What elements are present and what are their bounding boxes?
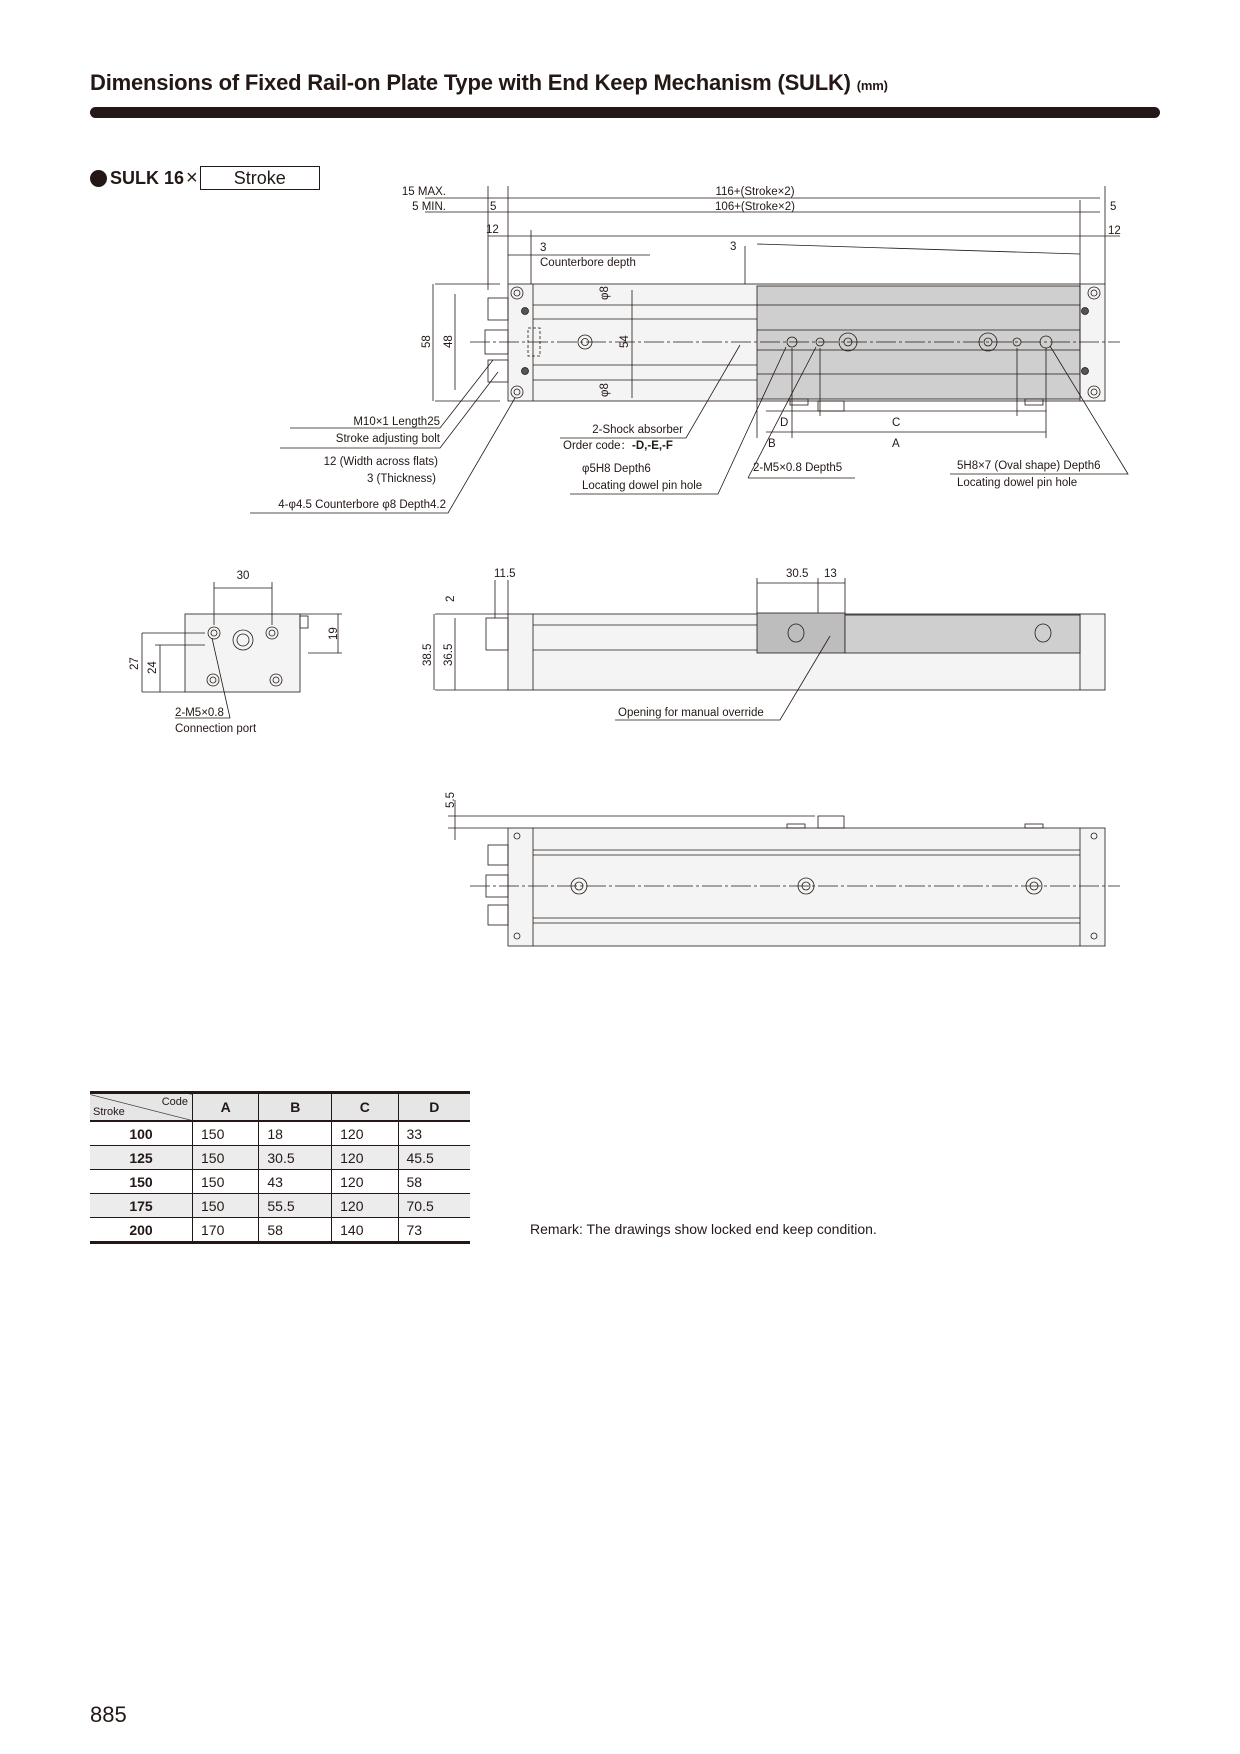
cell-b: 55.5 [259, 1194, 332, 1218]
flats-callout-2: 3 (Thickness) [366, 473, 436, 485]
dim-116-stroke: 116+(Stroke×2) [715, 186, 795, 198]
cell-c: 120 [332, 1194, 398, 1218]
end-dim-19: 19 [328, 627, 340, 640]
dimension-table [90, 1091, 470, 1244]
side-dim-38-5: 38.5 [422, 643, 434, 666]
order-code-prefix: Order code： [563, 440, 633, 452]
dim-3-left: 3 [540, 242, 547, 254]
title-text: Dimensions of Fixed Rail-on Plate Type with End Keep Mechanism (SULK) [90, 70, 851, 95]
dim-phi8-top: φ8 [599, 286, 611, 300]
dowel-callout-1: φ5H8 Depth6 [582, 463, 651, 475]
end-view [129, 570, 342, 735]
cell-d: 58 [398, 1170, 470, 1194]
side-dim-11-5: 11.5 [494, 568, 516, 580]
cell-c: 140 [332, 1218, 398, 1243]
dim-5-left: 5 [490, 201, 497, 213]
side-dim-30-5: 30.5 [786, 568, 809, 580]
cell-c: 120 [332, 1121, 398, 1146]
cell-b: 58 [259, 1218, 332, 1243]
cell-stroke: 175 [90, 1194, 193, 1218]
dim-A: A [892, 438, 900, 450]
cell-d: 70.5 [398, 1194, 470, 1218]
counterbore-callout: 4-φ4.5 Counterbore φ8 Depth4.2 [278, 499, 446, 511]
side-dim-2: 2 [445, 595, 457, 602]
dim-B: B [768, 438, 776, 450]
bottom-view [445, 792, 1120, 946]
col-header-d: D [398, 1093, 470, 1122]
dim-48: 48 [443, 335, 455, 348]
end-dim-30: 30 [236, 570, 250, 582]
manual-override-callout: Opening for manual override [618, 707, 764, 719]
dim-D: D [780, 417, 789, 429]
cell-b: 18 [259, 1121, 332, 1146]
dim-5-right: 5 [1110, 201, 1117, 213]
table-row [90, 1170, 470, 1194]
dim-58: 58 [421, 335, 433, 348]
counterbore-depth-label: Counterbore depth [540, 257, 636, 269]
dim-phi8-bottom: φ8 [599, 383, 611, 397]
oval-callout-1: 5H8×7 (Oval shape) Depth6 [957, 460, 1101, 472]
oval-callout-2: Locating dowel pin hole [957, 477, 1078, 489]
table-row [90, 1146, 470, 1170]
port-callout-2: Connection port [175, 723, 257, 735]
dim-106-stroke: 106+(Stroke×2) [715, 201, 795, 213]
bolt-callout-1: M10×1 Length25 [353, 416, 440, 428]
model-name: SULK 16 [110, 167, 185, 188]
cell-a: 150 [193, 1146, 259, 1170]
dim-15-max: 15 MAX. [401, 186, 446, 198]
cell-d: 33 [398, 1121, 470, 1146]
corner-code: Code [161, 1096, 188, 1108]
bolt-callout-2: Stroke adjusting bolt [335, 433, 440, 445]
flats-callout-1: 12 (Width across flats) [323, 456, 438, 468]
side-dim-36-5: 36.5 [443, 643, 455, 666]
corner-stroke: Stroke [93, 1106, 125, 1118]
dim-12-right: 12 [1108, 225, 1121, 237]
cell-d: 45.5 [398, 1146, 470, 1170]
stroke-box: Stroke [200, 166, 320, 190]
dim-5-min: 5 MIN. [412, 201, 446, 213]
table-row [90, 1121, 470, 1146]
page-number: 885 [90, 1702, 127, 1727]
shock-callout-1: 2-Shock absorber [592, 424, 683, 436]
cell-stroke: 125 [90, 1146, 193, 1170]
col-header-b: B [259, 1093, 332, 1122]
order-codes: -D,-E,-F [632, 440, 673, 452]
port-callout-1: 2-M5×0.8 [175, 707, 224, 719]
cell-d: 73 [398, 1218, 470, 1243]
end-dim-27: 27 [129, 657, 141, 670]
cell-a: 150 [193, 1194, 259, 1218]
table-header-row [90, 1093, 470, 1122]
shock-callout-2 [563, 440, 673, 452]
cell-c: 120 [332, 1170, 398, 1194]
dim-12-left: 12 [486, 224, 499, 236]
title-unit: (mm) [856, 78, 888, 93]
col-header-a: A [193, 1093, 259, 1122]
top-view [250, 186, 1128, 513]
end-dim-24: 24 [147, 661, 159, 674]
cell-stroke: 200 [90, 1218, 193, 1243]
cell-stroke: 100 [90, 1121, 193, 1146]
cell-a: 150 [193, 1121, 259, 1146]
side-view [422, 568, 1105, 720]
dowel-callout-2: Locating dowel pin hole [582, 480, 703, 492]
cell-a: 150 [193, 1170, 259, 1194]
cell-stroke: 150 [90, 1170, 193, 1194]
dim-54: 54 [619, 335, 631, 348]
cell-c: 120 [332, 1146, 398, 1170]
times-sign: × [186, 166, 198, 189]
dim-3-right: 3 [730, 241, 737, 253]
cell-b: 30.5 [259, 1146, 332, 1170]
side-dim-13: 13 [824, 568, 837, 580]
m5-callout: 2-M5×0.8 Depth5 [753, 462, 843, 474]
cell-b: 43 [259, 1170, 332, 1194]
bottom-dim-5-5: 5.5 [445, 792, 457, 808]
col-header-c: C [332, 1093, 398, 1122]
table-row [90, 1194, 470, 1218]
remark-text: Remark: The drawings show locked end keep condition. [530, 1221, 877, 1237]
table-row [90, 1218, 470, 1243]
corner-header [90, 1093, 193, 1122]
cell-a: 170 [193, 1218, 259, 1243]
dim-C: C [892, 417, 901, 429]
